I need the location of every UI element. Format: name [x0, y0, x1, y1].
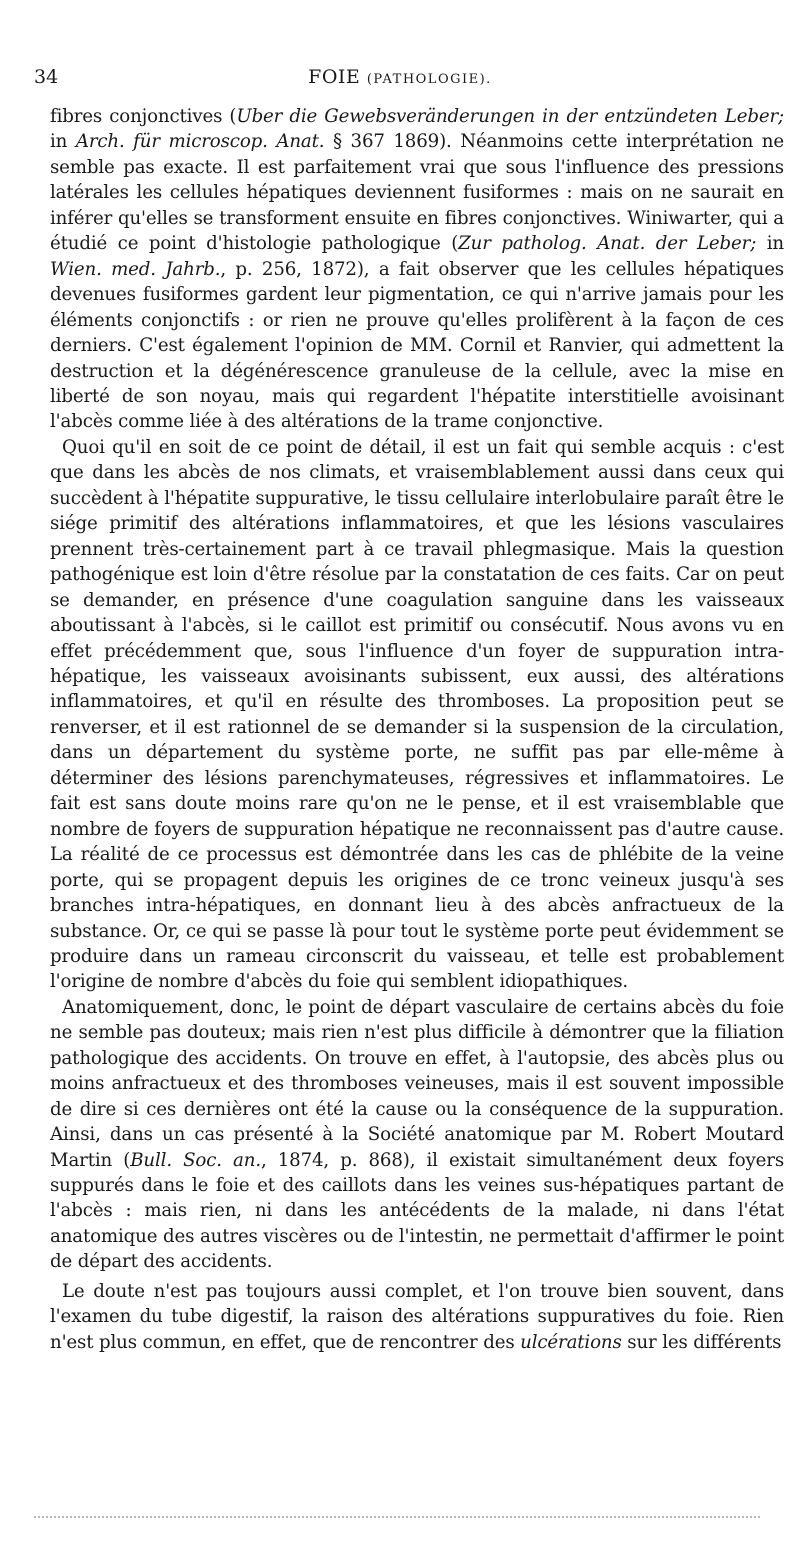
citation-title: Uber die Gewebsveränderungen in der entzündeten Leber;: [236, 106, 785, 127]
paragraph: [50, 1279, 784, 1355]
running-title-paren: (PATHOLOGIE).: [366, 72, 492, 87]
page-header: [34, 66, 766, 102]
citation-title: Zur patholog. Anat. der Leber;: [458, 233, 757, 255]
page-number: 34: [34, 66, 59, 88]
text-run: Le doute n'est pas toujours aussi complet, et l'on trouve bien souvent, dans l'examen du tube digestif, la raison des altérations suppuratives du foie. Rien n'est plus commun, en effet, que de rencontrer des: [50, 1280, 784, 1353]
text-run: in: [756, 233, 784, 255]
text-run: in: [50, 131, 76, 153]
text-run: fibres conjonctives (: [50, 106, 237, 127]
body-text: [50, 104, 784, 1355]
text-run: , p. 256, 1872), a fait observer que les cellules hépatiques devenues fusiformes gardent leur pigmentation, ce qui n'arrive jamais pour les éléments conjonctifs : or rien ne prouve qu'elles prolifèrent à la façon de ces derniers. C'est également l'opinion de MM. Cornil et Ranvier, qui admettent la destruction et la dégénérescence granuleuse de la cellule, avec la mise en liberté de son noyau, mais qui regardent l'hépatite interstitielle avoisinant l'abcès comme liée à des altérations de la trame conjonctive.: [50, 258, 784, 433]
paragraph: [50, 104, 784, 435]
emphasis-term: ulcérations: [520, 1331, 622, 1353]
text-run: § 367 1869). Néanmoins cette interprétation ne semble pas exacte. Il est parfaitement vrai que sous l'influence des pressions latérales les cellules hépatiques deviennent fusiformes : mais on ne saurait en inférer qu'elles se transforment ensuite en fibres conjonctives. Winiwarter, qui a étudié ce point d'histologie pathologique (: [50, 131, 784, 255]
text-run: Anatomiquement, donc, le point de départ vasculaire de certains abcès du foie ne semble pas douteux; mais rien n'est plus difficile à démontrer que la filiation pathologique des accidents. On trouve en effet, à l'autopsie, des abcès plus ou moins anfractueux et des thromboses veineuses, mais il est souvent impossible de dire si ces dernières ont été la cause ou la conséquence de la suppuration. Ainsi, dans un cas présenté à la Société anatomique par M. Robert Moutard Martin (: [50, 996, 784, 1171]
running-title-main: FOIE: [308, 66, 361, 88]
running-title: [34, 66, 766, 88]
text-run: , 1874, p. 868), il existait simultanément deux foyers suppurés dans le foie et des caillots dans les veines sus-hépatiques partant de l'abcès : mais rien, ni dans les antécédents de la malade, ni dans l'état anatomique des autres viscères ou de l'intestin, ne permettait d'affirmer le point de départ des accidents.: [50, 1149, 784, 1273]
paragraph: [50, 995, 784, 1275]
citation-journal: Bull. Soc. an.: [130, 1149, 261, 1171]
paragraph: [50, 435, 784, 995]
citation-journal: Arch. für microscop. Anat.: [75, 131, 325, 153]
footer-dotted-rule: [34, 1516, 760, 1518]
citation-journal: Wien. med. Jahrb.: [50, 258, 221, 280]
text-run: Quoi qu'il en soit de ce point de détail, il est un fait qui semble acquis : c'est que dans les abcès de nos climats, et vraisemblablement aussi dans ceux qui succèdent à l'hépatite suppurative, le tissu cellulaire interlobulaire paraît être le siége primitif des altérations inflammatoires, et que les lésions vasculaires prennent très-certainement part à ce travail phlegmasique. Mais la question pathogénique est loin d'être résolue par la constatation de ces faits. Car on peut se demander, en présence d'une coagulation sanguine dans les vaisseaux aboutissant à l'abcès, si le caillot est primitif ou consécutif. Nous avons vu en effet précédemment que, sous l'influence d'un foyer de suppuration intra-hépatique, les vaisseaux avoisinants subissent, eux aussi, des altérations inflammatoires, et qu'il en résulte des thromboses. La proposition peut se renverser, et il est rationnel de se demander si la suspension de la circulation, dans un département du système porte, ne suffit pas par elle-même à déterminer des lésions parenchymateuses, régressives et inflammatoires. Le fait est sans doute moins rare qu'on ne le pense, et il est vraisemblable que nombre de foyers de suppuration hépatique ne reconnaissent pas d'autre cause. La réalité de ce processus est démontrée dans les cas de phlébite de la veine porte, qui se propagent depuis les origines de ce tronc veineux jusqu'à ses branches intra-hépatiques, en donnant lieu à des abcès anfractueux de la substance. Or, ce qui se passe là pour tout le système porte peut évidemment se produire dans un rameau circonscrit du vaisseau, et telle est probablement l'origine de nombre d'abcès du foie qui semblent idiopathiques.: [50, 436, 784, 993]
text-run: sur les différents: [621, 1331, 782, 1353]
